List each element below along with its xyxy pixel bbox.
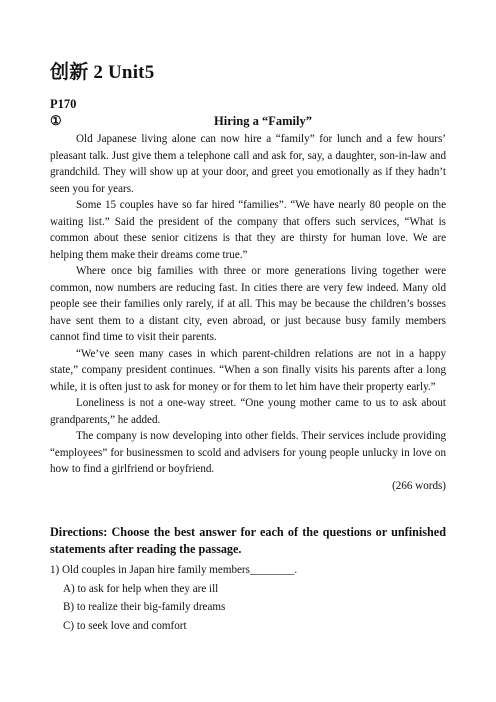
document-title: 创新 2 Unit5 <box>50 62 155 83</box>
passage-body <box>50 131 446 494</box>
paragraph: Where once big families with three or more generations living together were common, now numbers are reducing fast. In cities there are very few indeed. Many old people see their families only rarely, if at all. This may be because the children’s bosses have sent them to a distant city, even abroad, or just because busy family members cannot find time to visit their parents. <box>50 265 446 343</box>
paragraph: Old Japanese living alone can now hire a “family” for lunch and a few hours’ pleasant talk. Just give them a telephone call and ask for, say, a daughter, son-in-law and grandchild. They will show up at your door, and greet you emotionally as if they hadn’t seen you for years. <box>50 133 446 195</box>
item-marker: ① <box>50 113 62 128</box>
word-count: (266 words) <box>392 479 446 492</box>
page-label: P170 <box>50 97 77 111</box>
option-b: B) to realize their big-family dreams <box>63 601 226 613</box>
question-stem: 1) Old couples in Japan hire family members________. <box>50 564 298 576</box>
paragraph: Loneliness is not a one-way street. “One young mother came to us to ask about grandparents,” he added. <box>50 397 446 426</box>
passage-title: Hiring a “Family” <box>214 114 312 128</box>
option-a: A) to ask for help when they are ill <box>63 582 219 595</box>
paragraph: The company is now developing into other fields. Their services include providing “employees” for businessmen to scold and advisers for young people unlucky in love on how to find a girlfriend or boyfriend. <box>50 430 446 475</box>
paragraph: “We’ve seen many cases in which parent-children relations are not in a happy state,” company president continues. “When a son finally visits his parents after a long while, it is often just to ask for money or for them to let him have their property early.” <box>50 347 446 393</box>
option-c: C) to seek love and comfort <box>63 619 187 632</box>
question-1 <box>50 561 446 635</box>
directions: Directions: Choose the best answer for each of the questions or unfinished statements after reading the passage. <box>50 525 446 556</box>
paragraph: Some 15 couples have so far hired “families”. “We have nearly 80 people on the waiting list.” Said the president of the company that offers such services, “What is common about these senior citizens is that they are thirsty for human love. We are helping them make their dreams come true.” <box>50 199 446 261</box>
